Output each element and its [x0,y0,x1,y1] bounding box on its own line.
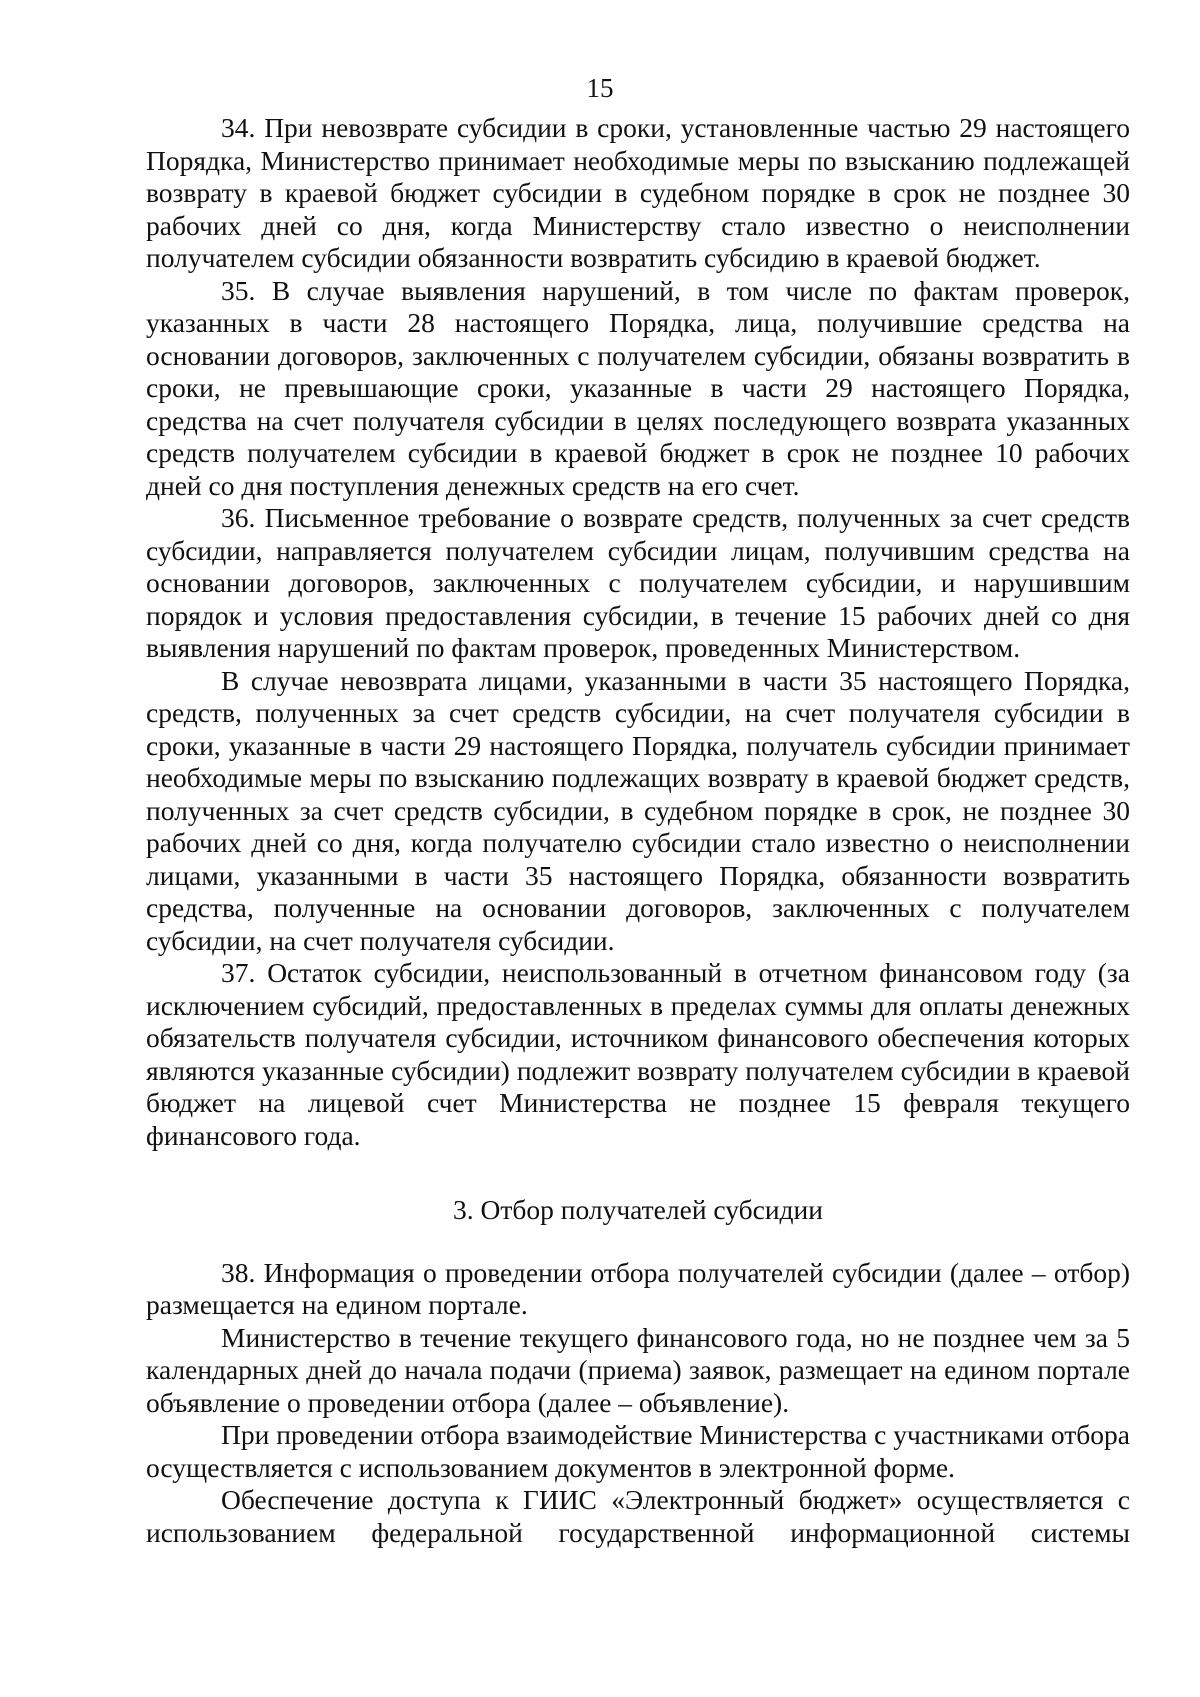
paragraph-38-interaction: При проведении отбора взаимодействие Министерства с участниками отбора осуществляется с использованием документов в электронной форме. [146,1419,1130,1483]
paragraph-34: 34. При невозврате субсидии в сроки, установленные частью 29 настоящего Порядка, Министерство принимает необходимые меры по взысканию подлежащей возврату в краевой бюджет субсидии в судебном порядке в срок не позднее 30 рабочих дней со дня, когда Министерству стало известно о неисполнении получателем субсидии обязанности возвратить субсидию в краевой бюджет. [146,112,1130,273]
paragraph-37: 37. Остаток субсидии, неиспользованный в отчетном финансовом году (за исключением субсидий, предоставленных в пределах суммы для оплаты денежных обязательств получателя субсидии, источником финансового обеспечения которых являются указанные субсидии) подлежит возврату получателем субсидии в краевой бюджет на лицевой счет Министерства не позднее 15 февраля текущего финансового года. [146,957,1130,1151]
page-number: 15 [586,73,614,103]
paragraph-35: 35. В случае выявления нарушений, в том числе по фактам проверок, указанных в части 28 настоящего Порядка, лица, получившие средства на основании договоров, заключенных с получателем субсидии, обязаны возвратить в сроки, не превышающие сроки, указанные в части 29 настоящего Порядка, средства на счет получателя субсидии в целях последующего возврата указанных средств получателем субсидии в краевой бюджет в срок не позднее 10 рабочих дней со дня поступления денежных средств на его счет. [146,274,1130,501]
paragraph-38-announcement: Министерство в течение текущего финансового года, но не позднее чем за 5 календарных дней до начала подачи (приема) заявок, размещает на едином портале объявление о проведении отбора (далее – объявление). [146,1321,1130,1418]
paragraph-38: 38. Информация о проведении отбора получателей субсидии (далее – отбор) размещается на едином портале. [146,1256,1130,1320]
document-body [146,112,1130,1549]
paragraph-36-continued: В случае невозврата лицами, указанными в части 35 настоящего Порядка, средств, полученных за счет средств субсидии, на счет получателя субсидии в сроки, указанные в части 29 настоящего Порядка, получатель субсидии принимает необходимые меры по взысканию подлежащих возврату в краевой бюджет средств, полученных за счет средств субсидии, в судебном порядке в срок, не позднее 30 рабочих дней со дня, когда получателю субсидии стало известно о неисполнении лицами, указанными в части 35 настоящего Порядка, обязанности возвратить средства, полученные на основании договоров, заключенных с получателем субсидии, на счет получателя субсидии. [146,664,1130,956]
section-heading: 3. Отбор получателей субсидии [453,1194,823,1225]
paragraph-38-access: Обеспечение доступа к ГИИС «Электронный бюджет» осуществляется с использованием федеральной государственной информационной системы [146,1484,1130,1548]
paragraph-36: 36. Письменное требование о возврате средств, полученных за счет средств субсидии, направляется получателем субсидии лицам, получившим средства на основании договоров, заключенных с получателем субсидии, и нарушившим порядок и условия предоставления субсидии, в течение 15 рабочих дней со дня выявления нарушений по фактам проверок, проведенных Министерством. [146,502,1130,663]
